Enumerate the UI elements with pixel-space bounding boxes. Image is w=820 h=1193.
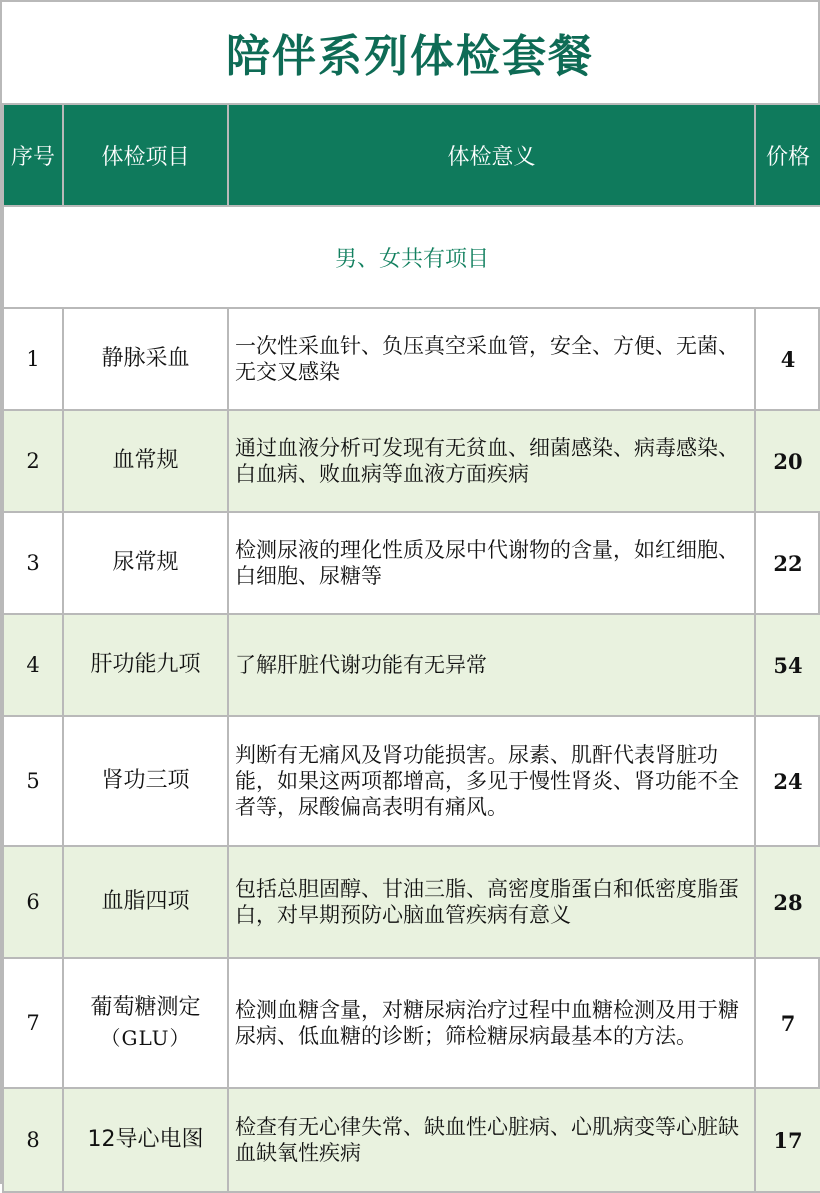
item-price: 22 [755,512,820,614]
item-price: 20 [755,410,820,512]
item-description: 检测血糖含量，对糖尿病治疗过程中血糖检测及用于糖尿病、低血糖的诊断；筛检糖尿病最基本的方法。 [228,958,755,1088]
item-name [63,308,228,410]
item-description: 一次性采血针、负压真空采血管，安全、方便、无菌、无交叉感染 [228,308,755,410]
column-header-price: 价格 [755,104,820,206]
item-price: 4 [755,308,820,410]
item-name [63,512,228,614]
item-name [63,410,228,512]
column-header-meaning: 体检意义 [228,104,755,206]
item-name-text: 血脂四项 [101,889,190,914]
item-name [63,716,228,846]
item-name [63,846,228,958]
column-header-item: 体检项目 [63,104,228,206]
item-description: 了解肝脏代谢功能有无异常 [228,614,755,716]
item-name-text: 12导心电图 [87,1127,204,1152]
table-row [3,958,820,1088]
item-price: 24 [755,716,820,846]
item-name [63,958,228,1088]
table-row [3,308,820,410]
table-row [3,716,820,846]
table-row [3,512,820,614]
table-row [3,614,820,716]
item-price: 17 [755,1088,820,1192]
item-name-text: 血常规 [112,448,179,473]
item-name-text: 尿常规 [112,550,179,575]
item-name [63,1088,228,1192]
item-description: 检测尿液的理化性质及尿中代谢物的含量，如红细胞、白细胞、尿糖等 [228,512,755,614]
item-name-text: 肾功三项 [101,768,190,793]
item-description: 检查有无心律失常、缺血性心脏病、心肌病变等心脏缺血缺氧性疾病 [228,1088,755,1192]
item-description: 包括总胆固醇、甘油三脂、高密度脂蛋白和低密度脂蛋白，对早期预防心脑血管疾病有意义 [228,846,755,958]
item-name-code: （GLU） [100,1026,191,1050]
item-description: 判断有无痛风及肾功能损害。尿素、肌酐代表肾脏功能，如果这两项都增高，多见于慢性肾炎、肾功能不全者等，尿酸偏高表明有痛风。 [228,716,755,846]
column-header-index: 序号 [3,104,63,206]
item-name-text: 静脉采血 [101,346,190,371]
table-row [3,1088,820,1192]
item-name-text: 葡萄糖测定 [90,995,201,1020]
row-number: 2 [3,410,63,512]
item-name-text: 肝功能九项 [90,652,201,677]
item-description: 通过血液分析可发现有无贫血、细菌感染、病毒感染、白血病、败血病等血液方面疾病 [228,410,755,512]
row-number: 1 [3,308,63,410]
row-number: 8 [3,1088,63,1192]
section-label: 男、女共有项目 [3,206,820,308]
checkup-table [2,103,820,1193]
row-number: 6 [3,846,63,958]
table-row [3,410,820,512]
table-row [3,846,820,958]
item-name [63,614,228,716]
item-price: 54 [755,614,820,716]
row-number: 5 [3,716,63,846]
item-price: 7 [755,958,820,1088]
item-price: 28 [755,846,820,958]
row-number: 4 [3,614,63,716]
row-number: 7 [3,958,63,1088]
header-row [3,104,820,206]
section-row [3,206,820,308]
page-title: 陪伴系列体检套餐 [226,31,594,82]
row-number: 3 [3,512,63,614]
